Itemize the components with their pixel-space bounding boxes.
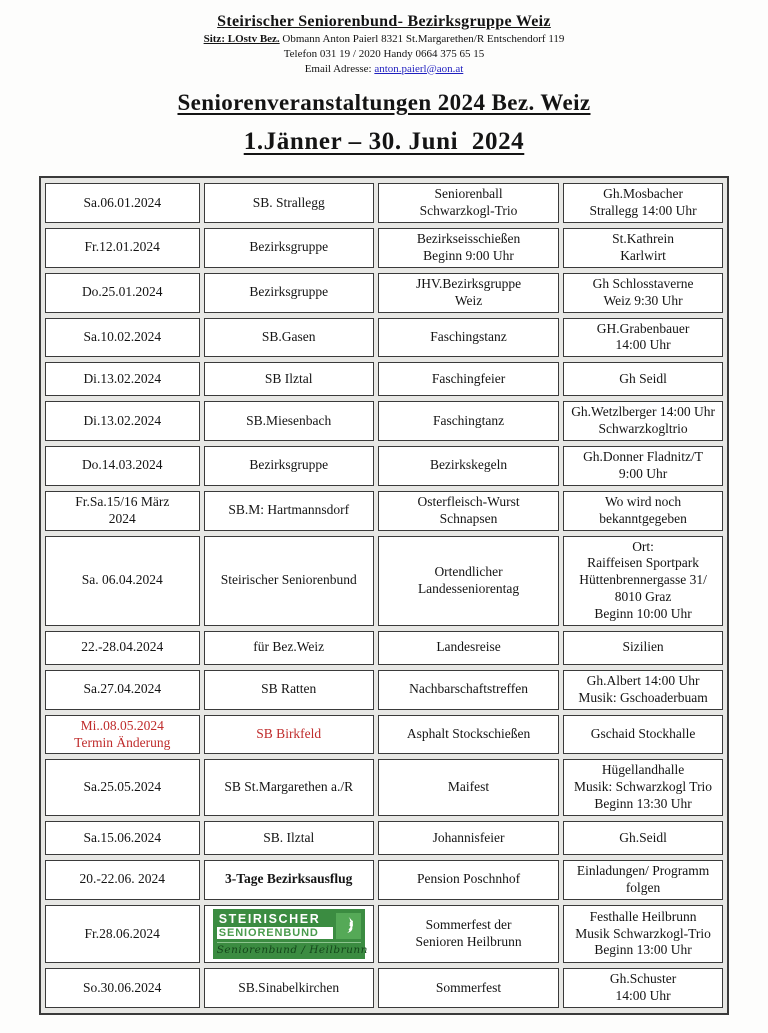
group-cell [204, 715, 374, 755]
event-row [45, 183, 723, 223]
group-cell [204, 670, 374, 710]
date-cell [45, 536, 200, 626]
cell-line: Fr.12.01.2024 [84, 239, 160, 255]
event-cell [378, 273, 559, 313]
group-cell [204, 821, 374, 855]
cell-line: Gh.Mosbacher [603, 186, 683, 202]
cell-line: Do.25.01.2024 [81, 284, 163, 300]
cell-line: Ortendlicher [434, 563, 503, 579]
cell-line: SB. Ilztal [263, 829, 315, 845]
cell-line: Gschaid Stockhalle [590, 726, 696, 742]
group-cell [204, 401, 374, 441]
cell-line: Steirischer Seniorenbund [220, 572, 357, 588]
event-cell [378, 860, 559, 900]
cell-line: Bezirkskegeln [429, 457, 508, 473]
page-title: Seniorenveranstaltungen 2024 Bez. Weiz [177, 90, 591, 116]
group-cell [204, 759, 374, 816]
cell-line: Karlwirt [620, 247, 666, 263]
group-cell [204, 318, 374, 358]
logo-caption: Seniorenbund / Heilbrunn [217, 942, 361, 958]
location-cell [563, 536, 723, 626]
cell-line: Mi..08.05.2024 [80, 717, 164, 733]
location-cell [563, 183, 723, 223]
logo-line2: SENIORENBUND [217, 927, 333, 940]
group-cell [204, 183, 374, 223]
cell-line: Fr.28.06.2024 [84, 925, 160, 941]
styrian-panther-icon [336, 913, 361, 939]
event-row [45, 968, 723, 1008]
cell-line: 8010 Graz [614, 589, 672, 605]
cell-line: Gh Schlosstaverne [592, 275, 694, 291]
cell-line: für Bez.Weiz [253, 639, 325, 655]
cell-line: Do.14.03.2024 [81, 457, 163, 473]
date-cell [45, 183, 200, 223]
cell-line: St.Kathrein [612, 231, 674, 246]
cell-line: Gh.Seidl [619, 829, 667, 845]
cell-line: Raiffeisen Sportpark [587, 555, 699, 571]
cell-line: SB Ratten [261, 681, 317, 697]
cell-line: 9:00 Uhr [618, 465, 668, 481]
event-cell [378, 821, 559, 855]
cell-line: JHV.Bezirksgruppe [415, 275, 522, 291]
event-cell [378, 491, 559, 531]
group-cell [204, 273, 374, 313]
cell-line: Senioren Heilbrunn [415, 934, 522, 949]
group-cell [204, 228, 374, 268]
cell-line: Schnapsen [439, 510, 498, 526]
cell-line: Beginn 10:00 Uhr [594, 606, 692, 621]
cell-line: 14:00 Uhr [615, 988, 671, 1004]
event-row [45, 905, 723, 964]
event-cell [378, 905, 559, 964]
event-cell [378, 228, 559, 268]
cell-line: Landesreise [436, 639, 501, 655]
org-name: Steirischer Seniorenbund- Bezirksgruppe Weiz [217, 13, 551, 30]
cell-line: Weiz 9:30 Uhr [603, 292, 683, 308]
group-cell [204, 631, 374, 665]
cell-line: Landesseniorentag [417, 580, 520, 596]
event-cell [378, 536, 559, 626]
event-cell [378, 631, 559, 665]
cell-line: Sommerfest der [425, 917, 512, 933]
event-row [45, 273, 723, 313]
location-cell [563, 491, 723, 531]
logo-line1: STEIRISCHER [218, 911, 321, 926]
cell-line: Sommerfest [435, 979, 502, 995]
cell-line: Gh.Albert 14:00 Uhr [586, 672, 700, 688]
cell-line: Termin Änderung [74, 734, 171, 750]
cell-line: 20.-22.06. 2024 [79, 871, 165, 887]
date-cell [45, 273, 200, 313]
cell-line: bekanntgegeben [599, 510, 687, 526]
group-cell [204, 968, 374, 1008]
cell-line: Faschingstanz [430, 328, 507, 344]
date-cell [45, 968, 200, 1008]
email-label: Email Adresse: [304, 62, 372, 75]
event-row [45, 401, 723, 441]
cell-line: Gh.Wetzlberger 14:00 Uhr [571, 404, 715, 420]
group-cell [204, 536, 374, 626]
cell-line: Bezirksgruppe [249, 457, 329, 473]
location-cell [563, 401, 723, 441]
cell-line: Faschingtanz [432, 412, 505, 428]
event-cell [378, 968, 559, 1008]
location-cell [563, 631, 723, 665]
cell-line: Bezirksgruppe [249, 284, 329, 300]
event-row [45, 715, 723, 755]
date-cell [45, 821, 200, 855]
seniorenbund-heilbrunn-logo [213, 909, 368, 960]
cell-line: Pension Poschnhof [416, 871, 521, 887]
date-cell [45, 860, 200, 900]
location-cell [563, 273, 723, 313]
date-cell [45, 491, 200, 531]
cell-line: Gh.Schuster [609, 971, 677, 987]
cell-line: SB.Gasen [261, 328, 316, 344]
date-cell [45, 670, 200, 710]
location-cell [563, 228, 723, 268]
event-cell [378, 362, 559, 396]
cell-line: Sa. 06.04.2024 [81, 572, 163, 588]
cell-line: Einladungen/ Programm [576, 863, 710, 878]
cell-line: Di.13.02.2024 [83, 412, 162, 428]
address-text: Obmann Anton Paierl 8321 St.Margarethen/R Entschendorf 119 [282, 33, 565, 45]
date-cell [45, 228, 200, 268]
location-cell [563, 821, 723, 855]
cell-line: Musik: Schwarzkogl Trio [574, 779, 713, 795]
date-cell [45, 318, 200, 358]
cell-line: 3-Tage Bezirksausflug [225, 871, 353, 887]
location-cell [563, 905, 723, 964]
cell-line: Di.13.02.2024 [83, 370, 162, 386]
cell-line: Osterfleisch-Wurst [417, 493, 520, 509]
event-row [45, 491, 723, 531]
event-cell [378, 759, 559, 816]
cell-line: Faschingfeier [431, 370, 506, 386]
cell-line: Johannisfeier [432, 829, 505, 845]
event-row [45, 536, 723, 626]
address-label: Sitz: LOstv Bez. [203, 33, 280, 45]
cell-line: Musik Schwarzkogl-Trio [575, 925, 711, 941]
cell-line: Schwarzkogl-Trio [419, 203, 518, 219]
cell-line: Schwarzkogltrio [598, 421, 688, 437]
event-row [45, 362, 723, 396]
email-link[interactable]: anton.paierl@aon.at [374, 62, 464, 75]
cell-line: Asphalt Stockschießen [406, 726, 531, 742]
cell-line: folgen [625, 879, 661, 895]
date-range-title: 1.Jänner – 30. Juni 2024 [243, 128, 525, 156]
date-cell [45, 631, 200, 665]
cell-line: Beginn 13:30 Uhr [594, 796, 692, 812]
cell-line: SB Ilztal [264, 370, 313, 386]
date-cell [45, 759, 200, 816]
date-cell [45, 362, 200, 396]
location-cell [563, 968, 723, 1008]
location-cell [563, 759, 723, 816]
phone-line: Telefon 031 19 / 2020 Handy 0664 375 65 15 [283, 47, 485, 60]
location-cell [563, 318, 723, 358]
cell-line: 2024 [108, 510, 136, 526]
date-cell [45, 905, 200, 964]
group-cell [204, 905, 374, 964]
cell-line: SB.M: Hartmannsdorf [228, 502, 350, 518]
event-row [45, 228, 723, 268]
cell-line: Beginn 13:00 Uhr [594, 942, 692, 958]
cell-line: Hüttenbrennergasse 31/ [579, 572, 707, 588]
group-cell [204, 491, 374, 531]
cell-line: Hügellandhalle [601, 762, 685, 778]
location-cell [563, 715, 723, 755]
cell-line: SB St.Margarethen a./R [224, 779, 354, 795]
event-row [45, 670, 723, 710]
cell-line: Festhalle Heilbrunn [589, 908, 697, 924]
cell-line: 22.-28.04.2024 [81, 639, 164, 655]
cell-line: Seniorenball [434, 186, 503, 202]
cell-line: Sizilien [622, 639, 664, 655]
event-cell [378, 446, 559, 486]
cell-line: Beginn 9:00 Uhr [423, 247, 514, 263]
cell-line: Bezirksgruppe [249, 239, 329, 255]
cell-line: Sa.27.04.2024 [83, 681, 162, 697]
cell-line: Ort: [632, 538, 654, 554]
event-row [45, 446, 723, 486]
address-line [0, 33, 768, 47]
event-cell [378, 318, 559, 358]
event-row [45, 821, 723, 855]
group-cell [204, 362, 374, 396]
date-cell [45, 401, 200, 441]
document-header [0, 12, 768, 76]
cell-line: 14:00 Uhr [615, 337, 671, 353]
group-cell [204, 860, 374, 900]
event-row [45, 318, 723, 358]
cell-line: Sa.10.02.2024 [83, 328, 162, 344]
event-cell [378, 401, 559, 441]
cell-line: Fr.Sa.15/16 März [75, 493, 170, 509]
cell-line: Musik: Gschoaderbuam [578, 689, 708, 705]
cell-line: SB Birkfeld [256, 726, 322, 742]
cell-line: Maifest [447, 779, 490, 795]
event-row [45, 631, 723, 665]
cell-line: Wo wird noch [604, 493, 682, 509]
cell-line: SB.Miesenbach [246, 412, 332, 428]
location-cell [563, 362, 723, 396]
cell-line: Gh.Donner Fladnitz/T [583, 449, 704, 464]
cell-line: Strallegg 14:00 Uhr [589, 203, 697, 219]
cell-line: Gh Seidl [619, 370, 667, 386]
events-table [39, 176, 729, 1015]
date-cell [45, 446, 200, 486]
event-row [45, 759, 723, 816]
cell-line: Bezirkseisschießen [416, 231, 521, 246]
event-cell [378, 670, 559, 710]
cell-line: Sa.06.01.2024 [83, 194, 162, 210]
location-cell [563, 446, 723, 486]
event-row [45, 860, 723, 900]
cell-line: SB. Strallegg [252, 194, 325, 210]
date-cell [45, 715, 200, 755]
cell-line: Sa.25.05.2024 [83, 779, 162, 795]
event-cell [378, 715, 559, 755]
group-cell [204, 446, 374, 486]
cell-line: So.30.06.2024 [83, 979, 162, 995]
cell-line: GH.Grabenbauer [596, 320, 690, 336]
location-cell [563, 860, 723, 900]
location-cell [563, 670, 723, 710]
cell-line: Nachbarschaftstreffen [409, 681, 529, 697]
events-table-body [45, 183, 723, 1008]
email-line [0, 63, 768, 77]
cell-line: Sa.15.06.2024 [83, 829, 162, 845]
cell-line: SB.Sinabelkirchen [238, 979, 340, 995]
event-cell [378, 183, 559, 223]
cell-line: Weiz [454, 292, 483, 308]
